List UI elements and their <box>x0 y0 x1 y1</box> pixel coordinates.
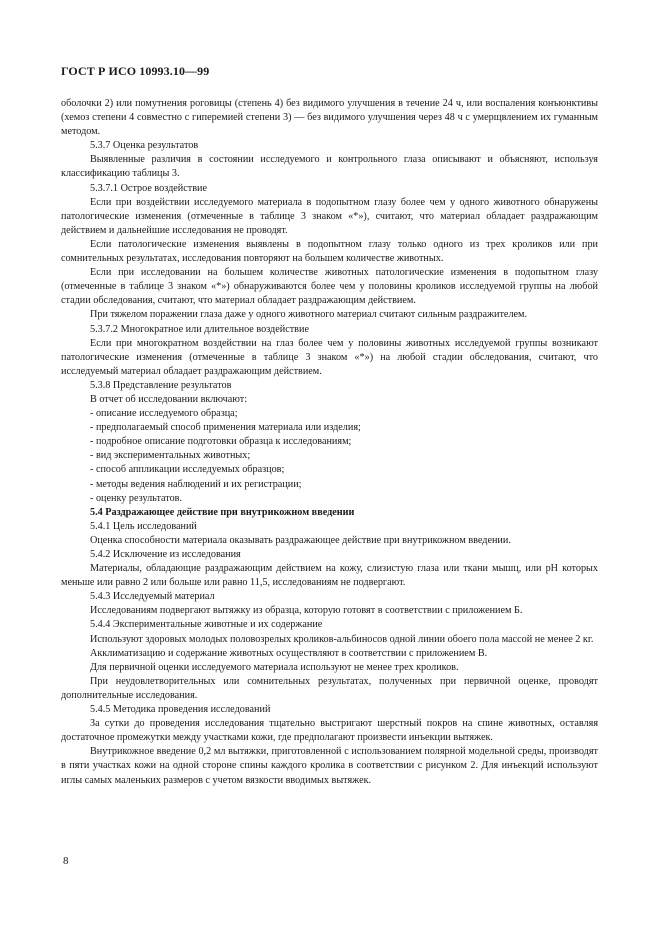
page-number: 8 <box>63 855 69 867</box>
list-item: - подробное описание подготовки образца к исследованиям; <box>90 436 352 448</box>
paragraph: При тяжелом поражении глаза даже у одного животного материал считают сильным раздражителем. <box>90 309 528 321</box>
paragraph: Внутрикожное введение 0,2 мл вытяжки, приготовленной с использованием полярной модельной среды, производят в пяти участках кожи на одной стороне спины каждого кролика в соответствии с рисунком 2. Для инъекций используют иглы самых маленьких размеров с учетом вязкости вводимых вытяжек. <box>61 746 598 786</box>
list-item: - оценку результатов. <box>90 492 183 504</box>
paragraph: Оценка способности материала оказывать раздражающее действие при внутрикожном введении. <box>90 534 511 546</box>
section-heading: 5.4.5 Методика проведения исследований <box>90 704 271 716</box>
paragraph: Выявленные различия в состоянии исследуемого и контрольного глаза описывают и объясняют, используя классификацию таблицы 3. <box>61 154 598 180</box>
list-item: - описание исследуемого образца; <box>90 408 238 420</box>
section-heading: 5.4.2 Исключение из исследования <box>90 549 241 560</box>
section-heading: 5.4.3 Исследуемый материал <box>90 591 215 603</box>
list-item: - методы ведения наблюдений и их регистрации; <box>90 478 302 490</box>
paragraph: Материалы, обладающие раздражающим действием на кожу, слизистую глаза или ткани мышц, или pH которых меньше или равно 2 или больше или равно 11,5, исследованиям не подвергают. <box>61 563 598 589</box>
paragraph: Если при многократном воздействии на глаз более чем у половины животных исследуемой группы возникают патологические изменения (отмеченные в таблице 3 знаком «*») на любой стадии обследования, считают, что исследуемый материал обладает раздражающим действием. <box>61 337 598 377</box>
paragraph: Если патологические изменения выявлены в подопытном глазу только одного из трех кроликов или при сомнительных результатах, исследования повторяют на большем количестве животных. <box>61 238 598 265</box>
section-heading: 5.3.8 Представление результатов <box>90 379 232 391</box>
paragraph: Акклиматизацию и содержание животных осуществляют в соответствии с приложением В. <box>90 647 488 659</box>
section-heading-bold: 5.4 Раздражающее действие при внутрикожном введении <box>90 506 355 518</box>
paragraph: Если при воздействии исследуемого материала в подопытном глазу более чем у одного животного обнаружены патологические изменения (отмеченные в таблице 3 знаком «*»), считают, что материал обладает раздражающим действием и дальнейшие исследования не проводят. <box>61 196 598 236</box>
section-heading: 5.3.7.2 Многократное или длительное воздействие <box>90 323 309 335</box>
list-item: - предполагаемый способ применения материала или изделия; <box>90 422 361 434</box>
section-heading: 5.3.7 Оценка результатов <box>90 140 199 152</box>
document-body <box>61 97 598 788</box>
paragraph: Для первичной оценки исследуемого материала используют не менее трех кроликов. <box>90 661 459 673</box>
paragraph: оболочки 2) или помутнения роговицы (степень 4) без видимого улучшения в течение 24 ч, или воспаления конъюнктивы (хемоз степени 4 совместно с гиперемией степени 3) — без видимого улучшения через 48 ч с умерщвлением их гуманным методом. <box>61 98 598 138</box>
paragraph: За сутки до проведения исследования тщательно выстригают шерстный покров на спине животных, оставляя достаточное промежутки между участками кожи, где предполагают произвести инъекции вытяжек. <box>61 718 598 744</box>
paragraph: Исследованиям подвергают вытяжку из образца, которую готовят в соответствии с приложением Б. <box>90 605 523 617</box>
paragraph: При неудовлетворительных или сомнительных результатах, полученных при первичной оценке, проводят дополнительные исследования. <box>61 675 598 701</box>
paragraph: Если при исследовании на большем количестве животных патологические изменения в подопытном глазу (отмеченные в таблице 3 знаком «*») обнаруживаются более чем у половины кроликов исследуемой группы на любой стадии обследования, считают, что материал обладает раздражающим действием. <box>61 267 598 307</box>
section-heading: 5.4.4 Экспериментальные животные и их содержание <box>90 619 323 631</box>
list-item: - способ аппликации исследуемых образцов; <box>90 464 285 476</box>
section-heading: 5.3.7.1 Острое воздействие <box>90 182 207 194</box>
list-item: - вид экспериментальных животных; <box>90 450 251 462</box>
document-header: ГОСТ Р ИСО 10993.10—99 <box>61 64 210 78</box>
section-heading: 5.4.1 Цель исследований <box>90 520 197 532</box>
paragraph: Используют здоровых молодых половозрелых кроликов-альбиносов одной линии обоего пола массой не менее 2 кг. <box>90 633 594 645</box>
paragraph: В отчет об исследовании включают: <box>90 393 248 405</box>
